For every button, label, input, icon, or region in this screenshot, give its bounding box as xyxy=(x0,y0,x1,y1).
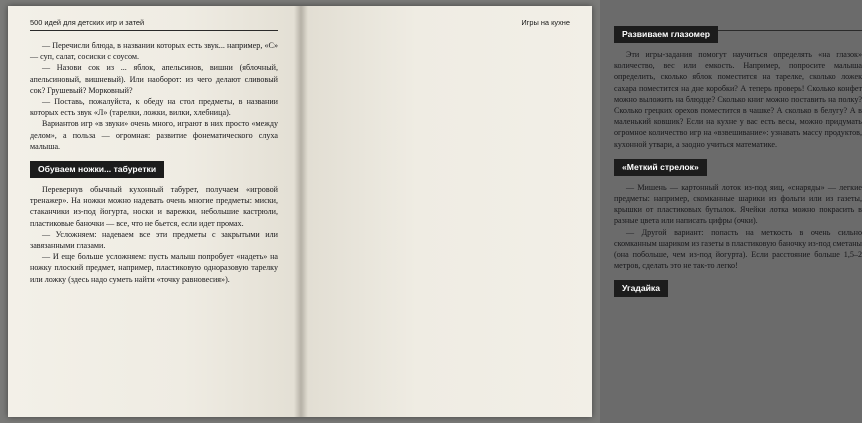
section-heading-shoes: Обуваем ножки... табуретки xyxy=(30,161,164,178)
paragraph: Вариантов игр «в звуки» очень много, играют в них просто «между делом», а польза — огромная: развитие фонематического слуха малыша. xyxy=(30,119,278,151)
book-gutter xyxy=(294,6,308,417)
paragraph: Эти игры-задания помогут научиться определять «на глазок» количество, вес или емкость. Например, попросите малыша определить, сколько яблок поместится на тарелке, сколько ложек сахара поместится на дне коробки? А теперь проверь! Сколько конфет можно выложить на блюдце? Сколько книг можно поставить на полку? Сколько грецких орехов поместится в чашке? А сколько в белугу? А в маленький ковшик? Если на кухне у вас есть весы, можно придумать огромное количество игр на «взвешивание»: узнавать массу продуктов, кухонной утвари, а заодно учиться математике. xyxy=(614,50,862,149)
section-heading-guess: Угадайка xyxy=(614,280,668,297)
running-head-left: 500 идей для детских игр и затей xyxy=(30,18,145,27)
left-page-text-column xyxy=(30,20,278,404)
book-spread xyxy=(8,6,862,417)
running-head-right: Игры на кухне xyxy=(521,18,570,27)
paragraph: — Усложняем: надеваем все эти предметы с закрытыми или завязанными глазами. xyxy=(30,229,278,251)
left-page xyxy=(8,6,300,417)
paragraph: — Другой вариант: попасть на меткость в очень сильно скомканным шариком из газеты в пластиковую баночку из-под сметаны (она побольше, чем из-под йогурта). Если расстояние больше 1,5–2 метров, сделать это не так-то легко! xyxy=(614,227,862,271)
paragraph: — Мишень — картонный лоток из-под яиц, «снаряды» — легкие предметы: например, скомканные шарики из фольги или из газеты, крышки от пластиковых бутылок. Ячейки лотка можно покрасить в разные цвета или написать цифры (очки). xyxy=(614,182,862,226)
paragraph: — Поставь, пожалуйста, к обеду на стол предметы, в названии которых есть звук «Л» (тарелки, ложки, вилки, хлебница). xyxy=(30,97,278,118)
section-heading-eye-measure: Развиваем глазомер xyxy=(614,26,718,43)
paragraph: — И еще больше усложняем: пусть малыш попробует «надеть» на ножку плоский предмет, например, пластиковую одноразовую тарелку или ложку (здесь надо суметь найти «точку равновесия»). xyxy=(30,252,278,284)
right-page xyxy=(300,6,862,417)
paragraph: — Перечисли блюда, в названии которых есть звук... например, «С» — суп, салат, сосиски с соусом. xyxy=(30,41,278,62)
section-heading-sharp-shooter: «Меткий стрелок» xyxy=(614,159,707,176)
right-page-text-column xyxy=(614,20,862,404)
paragraph: Перевернув обычный кухонный табурет, получаем «игровой тренажер». На ножки можно надевать очень многие предметы: миски, стаканчики из-под йогурта, носки и варежки, небольшие кастрюли, пластиковые баночки — все, что не бьется, если идет промах. xyxy=(30,185,278,228)
paragraph: — Назови сок из ... яблок, апельсинов, вишни (яблочный, апельсиновый, вишневый). Или наоборот: из чего делают сливовый сок? Грушевый? Морковный? xyxy=(30,63,278,95)
